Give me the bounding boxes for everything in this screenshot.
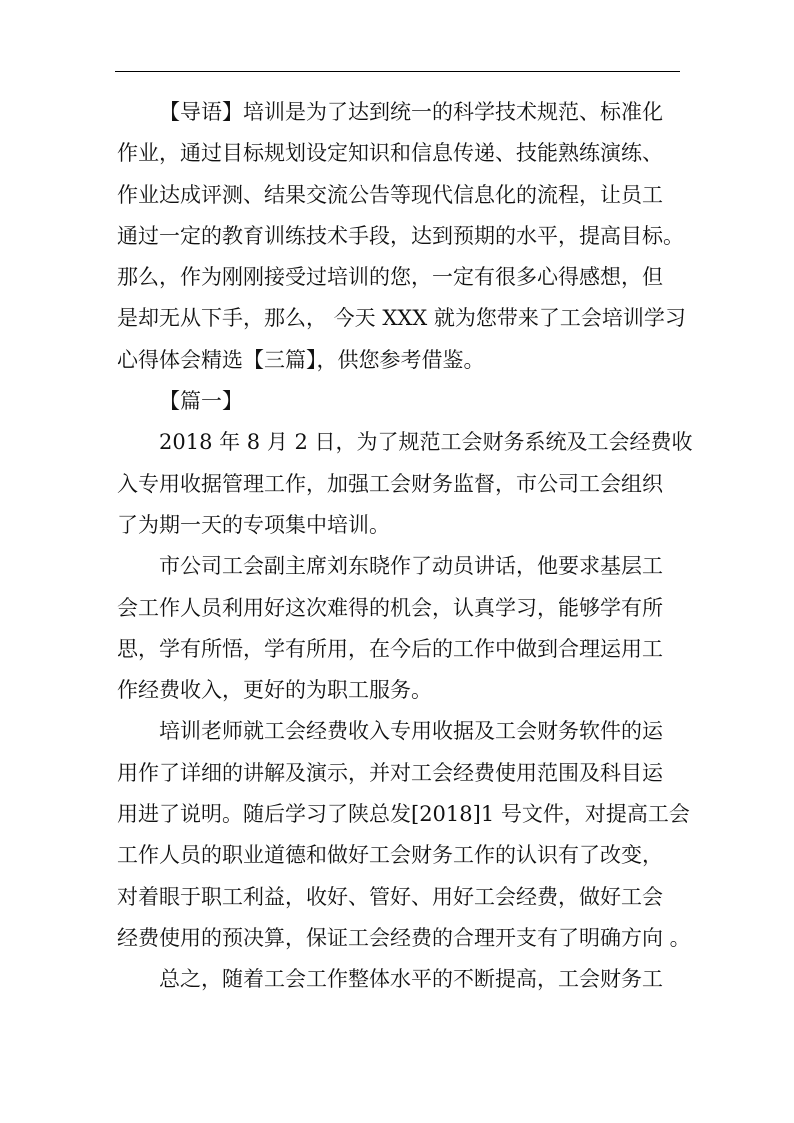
text-line: 作经费收入，更好的为职工服务。 bbox=[117, 678, 432, 703]
text-line: 用作了详细的讲解及演示，并对工会经费使用范围及科目运 bbox=[117, 760, 663, 785]
text-line: 是却无从下手，那么， 今天 XXX 就为您带来了工会培训学习 bbox=[117, 306, 686, 331]
text-line: 总之，随着工会工作整体水平的不断提高，工会财务工 bbox=[159, 967, 663, 992]
text-line: 市公司工会副主席刘东晓作了动员讲话，他要求基层工 bbox=[159, 554, 663, 579]
text-line: 入专用收据管理工作，加强工会财务监督，市公司工会组织 bbox=[117, 471, 663, 496]
text-line: 作业达成评测、结果交流公告等现代信息化的流程，让员工 bbox=[117, 182, 663, 207]
paragraph-2 bbox=[117, 546, 689, 711]
intro-paragraph bbox=[117, 92, 689, 381]
text-line: 通过一定的教育训练技术手段，达到预期的水平，提高目标。 bbox=[117, 223, 684, 248]
text-line: 了为期一天的专项集中培训。 bbox=[117, 512, 390, 537]
text-line: 对着眼于职工利益，收好、管好、用好工会经费，做好工会 bbox=[117, 884, 663, 909]
text-line: 用进了说明。随后学习了陕总发[2018]1 号文件，对提高工会 bbox=[117, 802, 690, 827]
paragraph-1 bbox=[117, 422, 693, 546]
text-line: 会工作人员利用好这次难得的机会，认真学习，能够学有所 bbox=[117, 595, 663, 620]
text-line: 那么，作为刚刚接受过培训的您，一定有很多心得感想，但 bbox=[117, 265, 663, 290]
header-rule bbox=[115, 71, 680, 72]
text-line: 培训老师就工会经费收入专用收据及工会财务软件的运 bbox=[159, 719, 663, 744]
paragraph-3 bbox=[117, 711, 689, 959]
text-line: 心得体会精选【三篇】，供您参考借鉴。 bbox=[117, 347, 485, 372]
paragraph-4 bbox=[117, 959, 689, 1000]
document-body bbox=[117, 92, 693, 1001]
text-line: 2018 年 8 月 2 日，为了规范工会财务系统及工会经费收 bbox=[159, 430, 693, 455]
text-line: 经费使用的预决算，保证工会经费的合理开支有了明确方向 。 bbox=[117, 925, 691, 950]
text-line: 思，学有所悟，学有所用，在今后的工作中做到合理运用工 bbox=[117, 636, 663, 661]
text-line: 作业，通过目标规划设定知识和信息传递、技能熟练演练、 bbox=[117, 141, 663, 166]
text-line: 工作人员的职业道德和做好工会财务工作的认识有了改变， bbox=[117, 843, 663, 868]
text-line: 【导语】培训是为了达到统一的科学技术规范、标准化 bbox=[159, 100, 663, 124]
section-heading: 【篇一】 bbox=[159, 389, 243, 414]
